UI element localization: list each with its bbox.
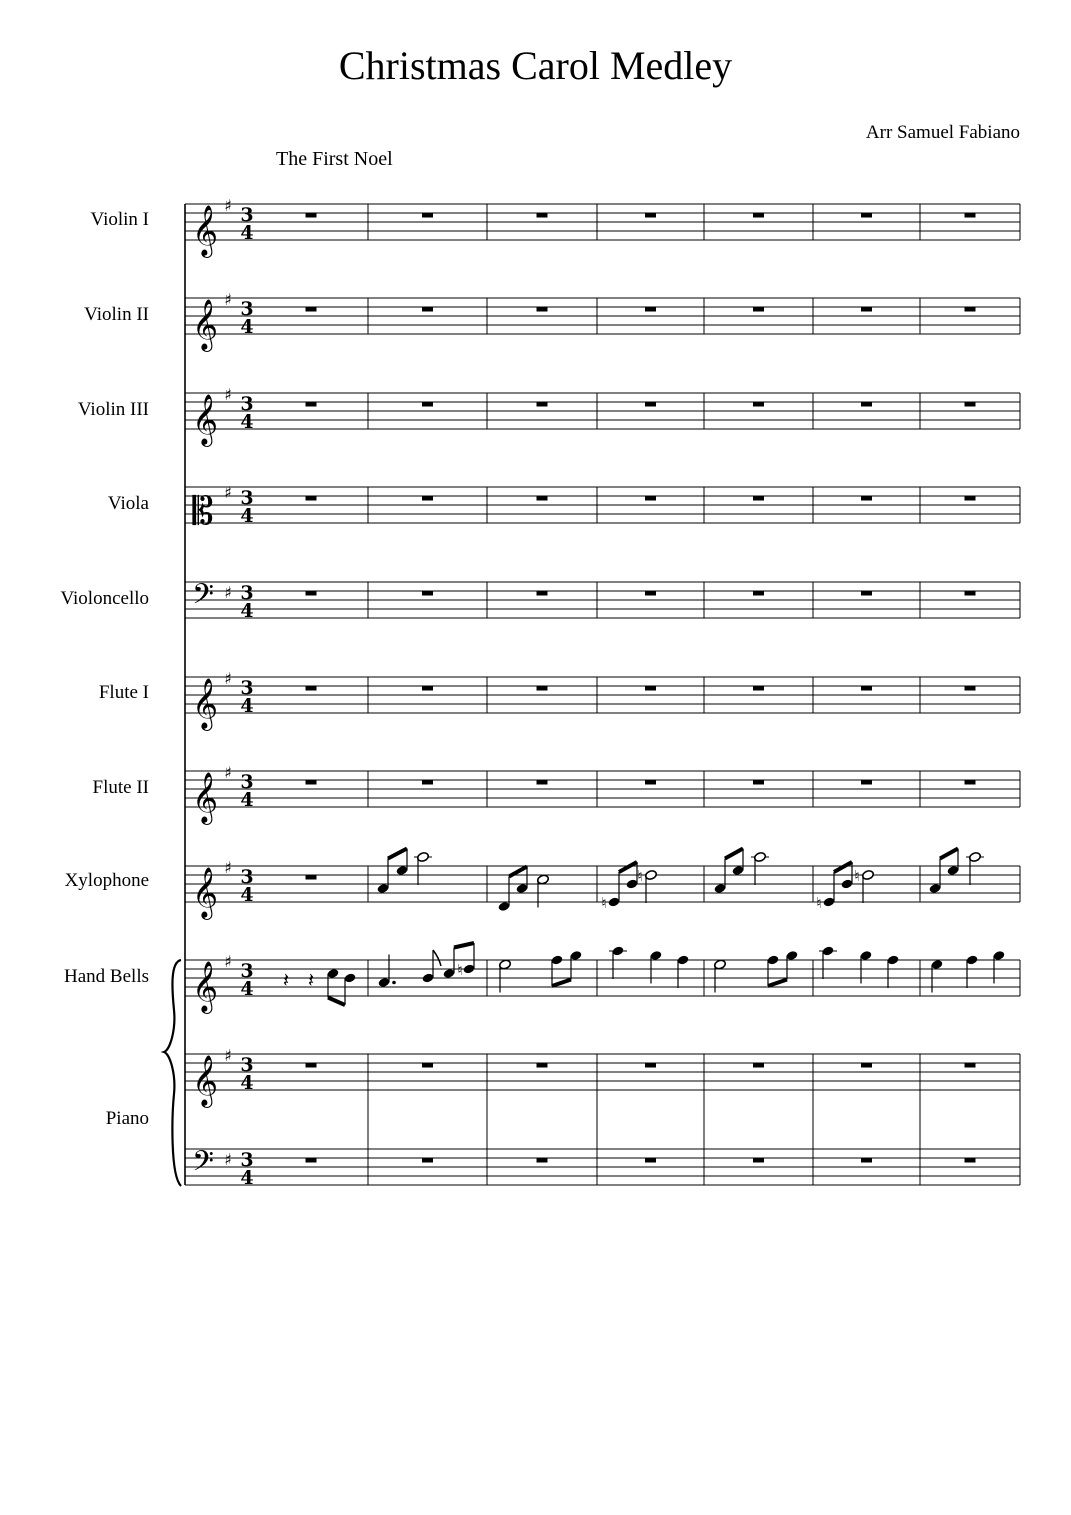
whole-rest [537, 496, 548, 501]
whole-rest [965, 780, 976, 785]
whole-rest [537, 780, 548, 785]
whole-rest [645, 1063, 656, 1068]
key-signature-sharp: ♯ [224, 583, 232, 602]
whole-rest [537, 686, 548, 691]
note-beam [619, 862, 637, 872]
whole-rest [753, 402, 764, 407]
whole-rest [422, 1063, 433, 1068]
score-title: Christmas Carol Medley [338, 43, 733, 88]
quarter-rest: 𝄽 [307, 968, 315, 992]
whole-rest [537, 1063, 548, 1068]
time-signature-bottom: 4 [240, 789, 254, 811]
time-signature-top: 3 [240, 1149, 254, 1171]
time-signature-bottom: 4 [240, 411, 254, 433]
note-flag [433, 950, 441, 966]
whole-rest [645, 1158, 656, 1163]
piano-brace [164, 960, 181, 1186]
key-signature-sharp: ♯ [224, 952, 232, 971]
whole-rest [306, 875, 317, 880]
key-signature-sharp: ♯ [224, 858, 232, 877]
whole-rest [306, 402, 317, 407]
key-signature-sharp: ♯ [224, 196, 232, 215]
key-signature-sharp: ♯ [224, 1150, 232, 1169]
quarter-rest: 𝄽 [282, 968, 290, 992]
instrument-name-flute-2: Flute II [92, 777, 149, 798]
time-signature-top: 3 [240, 866, 254, 888]
whole-rest [965, 686, 976, 691]
whole-rest [537, 591, 548, 596]
time-signature-top: 3 [240, 204, 254, 226]
treble-clef: 𝄞 [191, 961, 219, 1012]
note-beam [388, 849, 407, 859]
note-beam [768, 980, 787, 987]
whole-rest [965, 213, 976, 218]
natural-sign: ♮ [457, 961, 463, 979]
key-signature-sharp: ♯ [224, 1046, 232, 1065]
whole-rest [965, 591, 976, 596]
whole-rest [753, 780, 764, 785]
instrument-name-viola: Viola [107, 493, 149, 514]
time-signature-bottom: 4 [240, 600, 254, 622]
whole-rest [861, 402, 872, 407]
whole-rest [306, 496, 317, 501]
dot [392, 981, 396, 985]
whole-rest [422, 496, 433, 501]
bass-clef: 𝄢 [192, 1145, 214, 1185]
whole-rest [645, 591, 656, 596]
whole-rest [537, 402, 548, 407]
time-signature-top: 3 [240, 1054, 254, 1076]
note-beam [552, 980, 571, 987]
key-signature-sharp: ♯ [224, 385, 232, 404]
whole-rest [965, 1158, 976, 1163]
instrument-name-violin-2: Violin II [84, 304, 149, 325]
whole-rest [306, 780, 317, 785]
whole-rest [965, 402, 976, 407]
arranger-credit: Arr Samuel Fabiano [865, 122, 1020, 143]
treble-clef: 𝄞 [191, 299, 219, 350]
whole-rest [422, 213, 433, 218]
instrument-name-xylophone: Xylophone [64, 870, 149, 891]
whole-rest [306, 591, 317, 596]
treble-clef: 𝄞 [191, 867, 219, 918]
natural-sign: ♮ [854, 867, 860, 885]
time-signature-top: 3 [240, 960, 254, 982]
time-signature-bottom: 4 [240, 222, 254, 244]
note-beam [940, 849, 958, 859]
time-signature-bottom: 4 [240, 978, 254, 1000]
whole-rest [422, 1158, 433, 1163]
key-signature-sharp: ♯ [224, 483, 232, 502]
whole-rest [861, 1063, 872, 1068]
whole-rest [645, 402, 656, 407]
time-signature-top: 3 [240, 393, 254, 415]
whole-rest [306, 686, 317, 691]
whole-rest [861, 591, 872, 596]
instrument-name-flute-1: Flute I [98, 682, 149, 703]
note-beam [725, 849, 743, 859]
whole-rest [861, 496, 872, 501]
whole-rest [422, 686, 433, 691]
key-signature-sharp: ♯ [224, 669, 232, 688]
whole-rest [753, 591, 764, 596]
section-label: The First Noel [276, 148, 393, 170]
note-beam [834, 862, 852, 872]
instrument-name-hand-bells: Hand Bells [64, 966, 149, 987]
whole-rest [306, 307, 317, 312]
whole-rest [753, 1158, 764, 1163]
whole-rest [861, 213, 872, 218]
whole-rest [422, 307, 433, 312]
bass-clef: 𝄢 [192, 578, 214, 618]
treble-clef: 𝄞 [191, 205, 219, 256]
time-signature-top: 3 [240, 487, 254, 509]
instrument-name-violin-3: Violin III [77, 399, 149, 420]
time-signature-top: 3 [240, 771, 254, 793]
treble-clef: 𝄞 [191, 678, 219, 729]
key-signature-sharp: ♯ [224, 290, 232, 309]
key-signature-sharp: ♯ [224, 763, 232, 782]
alto-clef: 𝄡 [192, 489, 214, 533]
whole-rest [753, 213, 764, 218]
whole-rest [965, 307, 976, 312]
whole-rest [422, 780, 433, 785]
whole-rest [753, 1063, 764, 1068]
time-signature-bottom: 4 [240, 1072, 254, 1094]
whole-rest [861, 307, 872, 312]
whole-rest [422, 402, 433, 407]
time-signature-bottom: 4 [240, 695, 254, 717]
time-signature-bottom: 4 [240, 505, 254, 527]
whole-rest [537, 1158, 548, 1163]
whole-rest [965, 1063, 976, 1068]
time-signature-top: 3 [240, 582, 254, 604]
whole-rest [537, 307, 548, 312]
treble-clef: 𝄞 [191, 772, 219, 823]
whole-rest [753, 686, 764, 691]
whole-rest [753, 496, 764, 501]
instrument-name-violoncello: Violoncello [60, 588, 149, 609]
whole-rest [537, 213, 548, 218]
treble-clef: 𝄞 [191, 1055, 219, 1106]
whole-rest [422, 591, 433, 596]
whole-rest [861, 686, 872, 691]
note-beam [328, 998, 345, 1006]
note-beam [454, 943, 474, 948]
whole-rest [861, 780, 872, 785]
whole-rest [306, 213, 317, 218]
time-signature-bottom: 4 [240, 316, 254, 338]
whole-rest [645, 496, 656, 501]
instrument-name-violin-1: Violin I [90, 209, 149, 230]
whole-rest [645, 307, 656, 312]
natural-sign: ♮ [601, 894, 607, 912]
whole-rest [645, 686, 656, 691]
whole-rest [645, 213, 656, 218]
treble-clef: 𝄞 [191, 394, 219, 445]
time-signature-top: 3 [240, 298, 254, 320]
whole-rest [306, 1158, 317, 1163]
instrument-name-piano: Piano [105, 1108, 149, 1129]
time-signature-bottom: 4 [240, 884, 254, 906]
whole-rest [753, 307, 764, 312]
whole-rest [645, 780, 656, 785]
time-signature-bottom: 4 [240, 1167, 254, 1189]
time-signature-top: 3 [240, 677, 254, 699]
whole-rest [965, 496, 976, 501]
natural-sign: ♮ [637, 867, 643, 885]
whole-rest [861, 1158, 872, 1163]
whole-rest [306, 1063, 317, 1068]
natural-sign: ♮ [816, 894, 822, 912]
